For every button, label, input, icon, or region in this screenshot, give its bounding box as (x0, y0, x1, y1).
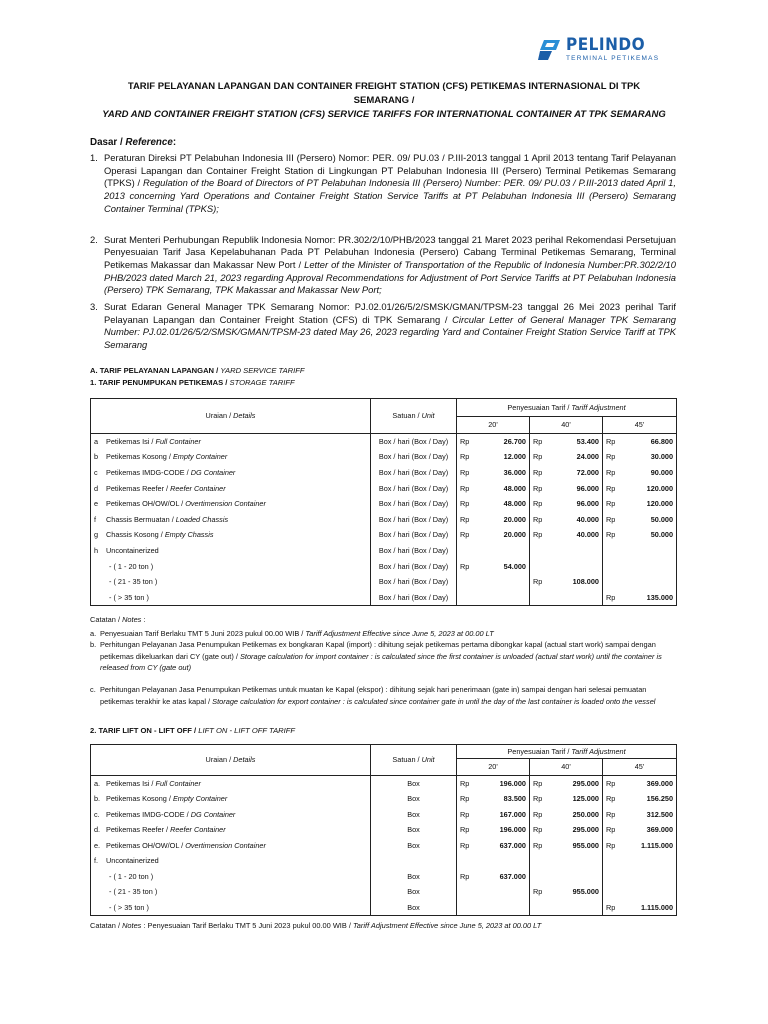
section-2-heading: 2. TARIF LIFT ON - LIFT OFF / LIFT ON - LIFT OFF TARIFF (90, 726, 296, 735)
header-details: Uraian / Details (91, 399, 371, 434)
currency-label: Rp (457, 838, 475, 854)
row-details: c Petikemas IMDG-CODE / DG Container (91, 465, 371, 481)
tariff-value-40ft: 125.000 (548, 791, 603, 807)
table-row (91, 433, 677, 449)
row-details: b. Petikemas Kosong / Empty Container (91, 791, 371, 807)
note-item: a. Penyesuaian Tarif Berlaku TMT 5 Juni 2023 pukul 00.00 WIB / Tariff Adjustment Effective since June 5, 2023 at 00.00 LT (90, 628, 494, 638)
tariff-value-20ft: 36.000 (475, 465, 530, 481)
row-unit: Box (371, 884, 457, 900)
reference-item: 1. Peraturan Direksi PT Pelabuhan Indonesia III (Persero) Nomor: PER. 09/ PU.03 / P.III-2013 tanggal 1 April 2013 tentang Tarif Pelayanan Operasi Lapangan dan Container Freight Station di Lingkungan PT Pelabuhan Indonesia III (Persero) Terminal Petikemas Semarang (TPKS) / Regulation of the Board of Directors of PT Pelabuhan Indonesia III (Persero) Number: PER. 09/ PU.03 / P.III-2013 dated April 1, 2013 concerning Yard Operations and Container Freight Station Service Tariffs at PT Pelabuhan Indonesia III (Persero) Semarang Container Terminal (TPKS); (90, 152, 676, 214)
header-45ft: 45' (603, 417, 677, 434)
tariff-value-20ft: 26.700 (475, 433, 530, 449)
currency-label: Rp (457, 869, 475, 885)
table-row (91, 869, 677, 885)
reference-list (90, 152, 676, 352)
row-unit: Box / hari (Box / Day) (371, 511, 457, 527)
row-unit: Box / hari (Box / Day) (371, 449, 457, 465)
row-unit: Box (371, 791, 457, 807)
header-tariff-adjustment: Penyesuaian Tarif / Tariff Adjustment (457, 745, 677, 759)
tariff-value-20ft: 196.000 (475, 822, 530, 838)
tariff-value-20ft: 83.500 (475, 791, 530, 807)
row-unit: Box (371, 807, 457, 823)
currency-label: Rp (530, 527, 548, 543)
header-unit: Satuan / Unit (371, 399, 457, 434)
tariff-value-20ft (475, 853, 530, 869)
currency-label (603, 558, 621, 574)
currency-label: Rp (603, 589, 621, 605)
table-row (91, 496, 677, 512)
currency-label: Rp (603, 775, 621, 791)
currency-label: Rp (530, 433, 548, 449)
reference-item: 2. Surat Menteri Perhubungan Republik Indonesia Nomor: PR.302/2/10/PHB/2023 tanggal 21 Maret 2023 perihal Rekomendasi Persetujuan Penyesuaian Tarif Jasa Kepelabuhanan Pada PT Pelabuhan Indonesia (Persero) Cabang Terminal Petikemas Semarang, Terminal Petikemas Makassar dan Makassar New Port / Letter of the Minister of Transportation of the Republic of Indonesia Number:PR.302/2/10 PHB/2023 dated March 21, 2023 regarding Approval Recommendations for Adjustment of Port Service Tariffs at PT Pelabuhan Indonesia (Persero) TPK Semarang, TPK Makassar and Makassar New Port; (90, 233, 676, 296)
currency-label (457, 853, 475, 869)
row-unit: Box / hari (Box / Day) (371, 558, 457, 574)
tariff-value-20ft: 637.000 (475, 869, 530, 885)
header-tariff-adjustment: Penyesuaian Tarif / Tariff Adjustment (457, 399, 677, 417)
header-details: Uraian / Details (91, 745, 371, 776)
tariff-value-20ft: 167.000 (475, 807, 530, 823)
logo-name: PELINDO (566, 35, 646, 56)
tariff-value-40ft: 96.000 (548, 496, 603, 512)
currency-label (457, 900, 475, 916)
tariff-value-40ft (548, 869, 603, 885)
tariff-value-20ft: 637.000 (475, 838, 530, 854)
row-unit: Box / hari (Box / Day) (371, 433, 457, 449)
row-details: e Petikemas OH/OW/OL / Overtimension Container (91, 496, 371, 512)
storage-tariff-table (90, 398, 677, 606)
note-item: c. Perhitungan Pelayanan Jasa Penumpukan Petikemas untuk muatan ke Kapal (ekspor) : dihitung sejak hari penerimaan (gate in) sampai dengan hari selesai pemuatan petikemas terakhir ke atas kapal / Storage calculation for export container : is calculated since container gate in until the day of the last container is loaded onto the vessel (90, 684, 656, 706)
currency-label: Rp (530, 884, 548, 900)
currency-label: Rp (530, 465, 548, 481)
currency-label (457, 589, 475, 605)
tariff-value-20ft (475, 589, 530, 605)
row-details: - ( 21 - 35 ton ) (91, 884, 371, 900)
currency-label: Rp (603, 496, 621, 512)
currency-label: Rp (457, 807, 475, 823)
currency-label: Rp (603, 822, 621, 838)
tariff-value-40ft: 295.000 (548, 775, 603, 791)
row-unit: Box / hari (Box / Day) (371, 589, 457, 605)
row-unit: Box / hari (Box / Day) (371, 496, 457, 512)
row-unit: Box (371, 838, 457, 854)
tariff-value-40ft: 955.000 (548, 838, 603, 854)
row-unit: Box / hari (Box / Day) (371, 465, 457, 481)
currency-label: Rp (603, 511, 621, 527)
tariff-value-45ft (621, 884, 677, 900)
currency-label (530, 589, 548, 605)
currency-label (530, 543, 548, 559)
currency-label (457, 574, 475, 590)
currency-label: Rp (457, 527, 475, 543)
tariff-value-45ft: 66.800 (621, 433, 677, 449)
currency-label: Rp (530, 480, 548, 496)
reference-heading: Dasar / Reference: (90, 137, 177, 148)
currency-label: Rp (457, 558, 475, 574)
tariff-value-40ft: 40.000 (548, 527, 603, 543)
tariff-value-40ft: 40.000 (548, 511, 603, 527)
currency-label (530, 900, 548, 916)
currency-label: Rp (457, 465, 475, 481)
row-details: a. Petikemas Isi / Full Container (91, 775, 371, 791)
tariff-value-20ft: 12.000 (475, 449, 530, 465)
tariff-value-45ft: 369.000 (621, 775, 677, 791)
tariff-value-40ft (548, 543, 603, 559)
row-details: e. Petikemas OH/OW/OL / Overtimension Container (91, 838, 371, 854)
currency-label: Rp (457, 433, 475, 449)
currency-label: Rp (603, 838, 621, 854)
tariff-value-20ft: 20.000 (475, 527, 530, 543)
currency-label: Rp (530, 807, 548, 823)
tariff-value-45ft: 369.000 (621, 822, 677, 838)
header-unit: Satuan / Unit (371, 745, 457, 776)
tariff-value-40ft: 24.000 (548, 449, 603, 465)
table-row (91, 527, 677, 543)
note-item: b. Perhitungan Pelayanan Jasa Penumpukan Petikemas ex bongkaran Kapal (import) : dihitung sejak petikemas pertama dibongkar kapal (actual start work) sampai dengan petikemas dikeluarkan dari CY (gate out) / Storage calculation for import container : is calculated since the first container is unloaded (actual start work) until the container is released from CY (gate out) (90, 640, 662, 673)
table-row (91, 465, 677, 481)
currency-label (457, 884, 475, 900)
header-20ft: 20' (457, 417, 530, 434)
currency-label: Rp (457, 480, 475, 496)
currency-label: Rp (457, 511, 475, 527)
currency-label (603, 853, 621, 869)
currency-label: Rp (457, 822, 475, 838)
tariff-value-20ft: 48.000 (475, 480, 530, 496)
row-details: d. Petikemas Reefer / Reefer Container (91, 822, 371, 838)
currency-label: Rp (603, 465, 621, 481)
tariff-value-20ft: 54.000 (475, 558, 530, 574)
tariff-value-45ft: 156.250 (621, 791, 677, 807)
currency-label: Rp (530, 574, 548, 590)
row-unit (371, 853, 457, 869)
currency-label: Rp (603, 527, 621, 543)
row-unit: Box (371, 775, 457, 791)
tariff-value-40ft: 108.000 (548, 574, 603, 590)
currency-label: Rp (457, 449, 475, 465)
tariff-value-40ft: 96.000 (548, 480, 603, 496)
logo-subtitle: TERMINAL PETIKEMAS (566, 55, 660, 63)
row-details: f. Uncontainerized (91, 853, 371, 869)
storage-notes (90, 614, 676, 707)
row-details: b Petikemas Kosong / Empty Container (91, 449, 371, 465)
currency-label: Rp (603, 433, 621, 449)
tariff-value-20ft (475, 574, 530, 590)
row-details: - ( > 35 ton ) (91, 900, 371, 916)
table-row (91, 791, 677, 807)
row-details: - ( > 35 ton ) (91, 589, 371, 605)
table-row (91, 480, 677, 496)
tariff-value-40ft (548, 853, 603, 869)
table-row (91, 589, 677, 605)
currency-label: Rp (457, 791, 475, 807)
currency-label: Rp (530, 775, 548, 791)
currency-label: Rp (457, 775, 475, 791)
row-details: - ( 1 - 20 ton ) (91, 558, 371, 574)
tariff-value-45ft: 312.500 (621, 807, 677, 823)
currency-label (603, 574, 621, 590)
table-row (91, 449, 677, 465)
pelindo-logo-icon (538, 38, 562, 62)
tariff-value-45ft: 135.000 (621, 589, 677, 605)
currency-label: Rp (530, 449, 548, 465)
tariff-value-40ft: 250.000 (548, 807, 603, 823)
section-a-heading: A. TARIF PELAYANAN LAPANGAN / YARD SERVICE TARIFF (90, 366, 305, 375)
row-details: - ( 21 - 35 ton ) (91, 574, 371, 590)
currency-label (530, 558, 548, 574)
tariff-value-45ft: 120.000 (621, 480, 677, 496)
tariff-value-45ft: 90.000 (621, 465, 677, 481)
tariff-value-45ft: 50.000 (621, 511, 677, 527)
currency-label: Rp (457, 496, 475, 512)
row-unit: Box / hari (Box / Day) (371, 574, 457, 590)
tariff-value-45ft: 30.000 (621, 449, 677, 465)
table-row (91, 807, 677, 823)
table-row (91, 822, 677, 838)
document-title (100, 80, 668, 122)
table-row (91, 511, 677, 527)
reference-item: 3. Surat Edaran General Manager TPK Semarang Nomor: PJ.02.01/26/5/2/SMSK/GMAN/TPSM-23 tanggal 26 Mei 2023 perihal Tarif Pelayanan Lapangan dan Container Freight Station (CFS) di TPK Semarang / Circular Letter of General Manager TPK Semarang Number: PJ.02.01/26/5/2/SMSK/GMAN/TPSM-23 dated May 26, 2023 regarding Yard and Container Freight Station Service Tariff at TPK Semarang (90, 301, 677, 351)
tariff-value-45ft (621, 558, 677, 574)
tariff-value-40ft: 53.400 (548, 433, 603, 449)
currency-label (457, 543, 475, 559)
table-row (91, 558, 677, 574)
row-details: - ( 1 - 20 ton ) (91, 869, 371, 885)
tariff-value-20ft (475, 900, 530, 916)
row-unit: Box (371, 900, 457, 916)
currency-label (603, 884, 621, 900)
row-unit: Box (371, 869, 457, 885)
tariff-value-40ft: 72.000 (548, 465, 603, 481)
row-details: c. Petikemas IMDG-CODE / DG Container (91, 807, 371, 823)
currency-label: Rp (530, 511, 548, 527)
currency-label: Rp (603, 807, 621, 823)
tariff-value-45ft (621, 853, 677, 869)
currency-label: Rp (603, 480, 621, 496)
currency-label (603, 543, 621, 559)
currency-label (603, 869, 621, 885)
currency-label: Rp (530, 822, 548, 838)
row-details: g Chassis Kosong / Empty Chassis (91, 527, 371, 543)
table-row (91, 775, 677, 791)
tariff-value-40ft (548, 558, 603, 574)
section-1-heading: 1. TARIF PENUMPUKAN PETIKEMAS / STORAGE TARIFF (90, 378, 295, 387)
header-45ft: 45' (603, 759, 677, 776)
row-unit: Box / hari (Box / Day) (371, 527, 457, 543)
table-row (91, 543, 677, 559)
currency-label: Rp (530, 791, 548, 807)
table-row (91, 884, 677, 900)
currency-label: Rp (603, 900, 621, 916)
tariff-value-45ft: 50.000 (621, 527, 677, 543)
tariff-value-45ft: 1.115.000 (621, 838, 677, 854)
row-details: f Chassis Bermuatan / Loaded Chassis (91, 511, 371, 527)
table-row (91, 853, 677, 869)
tariff-value-40ft (548, 900, 603, 916)
tariff-value-20ft: 20.000 (475, 511, 530, 527)
tariff-value-20ft: 48.000 (475, 496, 530, 512)
tariff-value-45ft (621, 543, 677, 559)
header-20ft: 20' (457, 759, 530, 776)
currency-label: Rp (530, 838, 548, 854)
tariff-value-45ft (621, 574, 677, 590)
table-row (91, 900, 677, 916)
row-unit: Box (371, 822, 457, 838)
table-row (91, 574, 677, 590)
header-40ft: 40' (530, 759, 603, 776)
row-unit: Box / hari (Box / Day) (371, 543, 457, 559)
header-40ft: 40' (530, 417, 603, 434)
table-row (91, 838, 677, 854)
title-english: YARD AND CONTAINER FREIGHT STATION (CFS) SERVICE TARIFFS FOR INTERNATIONAL CONTAINER AT TPK SEMARANG (102, 109, 666, 120)
tariff-value-20ft (475, 884, 530, 900)
currency-label: Rp (603, 791, 621, 807)
company-logo (538, 36, 659, 64)
currency-label (530, 853, 548, 869)
tariff-value-40ft: 955.000 (548, 884, 603, 900)
currency-label: Rp (530, 496, 548, 512)
lift-notes: Catatan / Notes : Penyesuaian Tarif Berlaku TMT 5 Juni 2023 pukul 00.00 WIB / Tariff Adjustment Effective since June 5, 2023 at 00.00 LT (90, 921, 542, 930)
row-details: a Petikemas Isi / Full Container (91, 433, 371, 449)
lift-tariff-table (90, 744, 677, 916)
notes-title: Catatan / Notes : (90, 615, 146, 624)
row-details: d Petikemas Reefer / Reefer Container (91, 480, 371, 496)
currency-label (530, 869, 548, 885)
tariff-value-45ft (621, 869, 677, 885)
tariff-value-45ft: 120.000 (621, 496, 677, 512)
tariff-value-20ft: 196.000 (475, 775, 530, 791)
currency-label: Rp (603, 449, 621, 465)
tariff-value-40ft (548, 589, 603, 605)
row-details: h Uncontainerized (91, 543, 371, 559)
title-indonesian: TARIF PELAYANAN LAPANGAN DAN CONTAINER FREIGHT STATION (CFS) PETIKEMAS INTERNASIONAL DI TPK SEMARANG / (127, 81, 641, 106)
tariff-value-45ft: 1.115.000 (621, 900, 677, 916)
row-unit: Box / hari (Box / Day) (371, 480, 457, 496)
tariff-value-20ft (475, 543, 530, 559)
tariff-value-40ft: 295.000 (548, 822, 603, 838)
